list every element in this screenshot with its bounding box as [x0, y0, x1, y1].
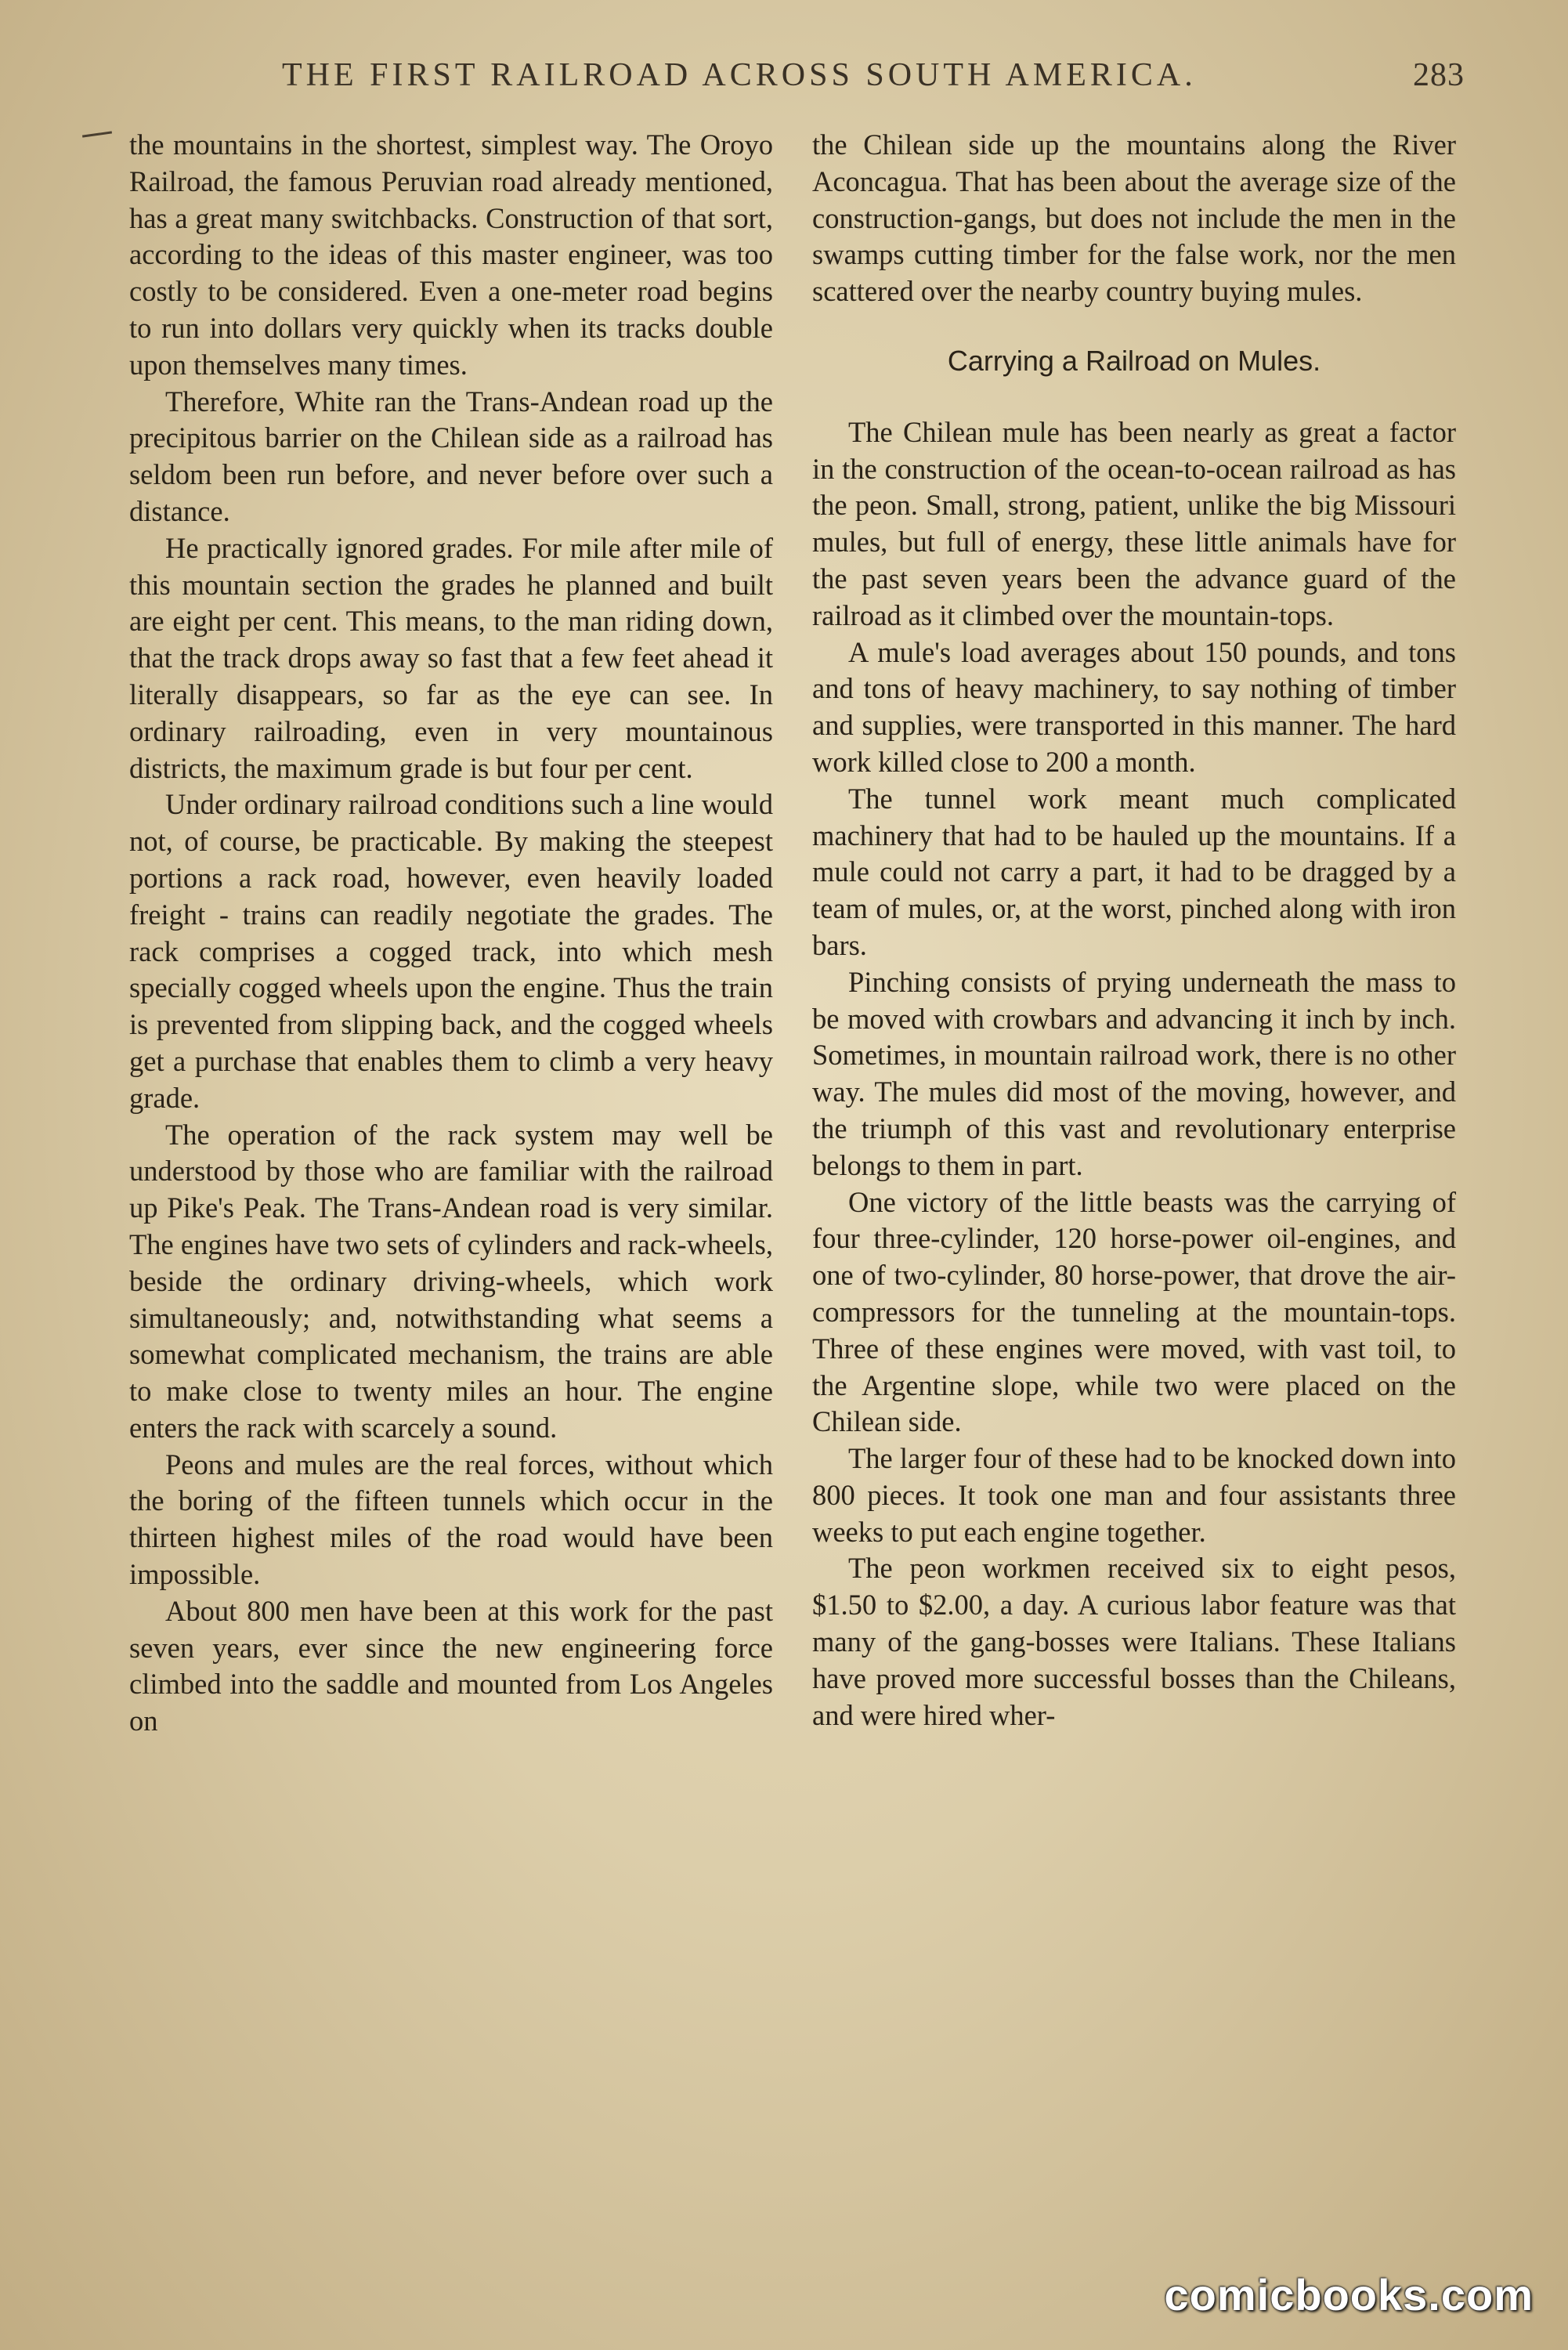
paragraph: Peons and mules are the real forces, without which the boring of the fifteen tunnels which occur in the thirteen highest miles of the road would have been impossible. [129, 1448, 773, 1591]
paragraph: the mountains in the shortest, simplest way. The Oroyo Railroad, the famous Peruvian road already mentioned, has a great many switchbacks. Construction of that sort, according to the ideas of this master engineer, was too costly to be considered. Even a one-meter road begins to run into dollars very quickly when its tracks double upon themselves many times. [129, 128, 773, 381]
paragraph: the Chilean side up the mountains along the River Aconcagua. That has been about the average size of the construction-gangs, but does not include the men in the swamps cutting timber for the false work, nor the men scattered over the nearby country buying mules. [812, 128, 1456, 308]
running-head [235, 50, 1465, 107]
margin-mark [82, 131, 112, 137]
paragraph: The peon workmen received six to eight pesos, $1.50 to $2.00, a day. A curious labor feature was that many of the gang-bosses were Italians. These Italians have proved more successful bosses than the Chileans, and were hired wher- [812, 1552, 1456, 1731]
left-column [129, 127, 773, 1740]
paragraph: The operation of the rack system may well be understood by those who are familiar with the railroad up Pike's Peak. The Trans-Andean road is very similar. The engines have two sets of cylinders and rack-wheels, beside the ordinary driving-wheels, which work simultaneously; and, notwithstanding what seems a somewhat complicated mechanism, the trains are able to make close to twenty miles an hour. The engine enters the rack with scarcely a sound. [129, 1118, 773, 1444]
paragraph: About 800 men have been at this work for the past seven years, ever since the new engineering force climbed into the saddle and mounted from Los Angeles on [129, 1594, 773, 1737]
paragraph: The Chilean mule has been nearly as great a factor in the construction of the ocean-to-ocean railroad as has the peon. Small, strong, patient, unlike the big Missouri mules, but full of energy, these little animals have for the past seven years been the advance guard of the railroad as it climbed over the mountain-tops. [812, 415, 1456, 631]
page-number: 283 [1413, 57, 1465, 93]
paragraph: The tunnel work meant much complicated machinery that had to be hauled up the mountains. If a mule could not carry a part, it had to be dragged by a team of mules, or, at the worst, pinched along with iron bars. [812, 782, 1456, 961]
watermark: comicbooks.com [1164, 2270, 1534, 2319]
section-subheading: Carrying a Railroad on Mules. [947, 344, 1321, 377]
paragraph: Pinching consists of prying underneath the mass to be moved with crowbars and advancing it inch by inch. Sometimes, in mountain railroad work, there is no other way. The mules did most of the moving, however, and the triumph of this vast and revolutionary enterprise belongs to them in part. [812, 965, 1456, 1181]
paragraph: One victory of the little beasts was the carrying of four three-cylinder, 120 horse-power oil-engines, and one of two-cylinder, 80 horse-power, that drove the air-compressors for the tunneling at the mountain-tops. Three of these engines were moved, with vast toil, to the Argentine slope, while two were placed on the Chilean side. [812, 1185, 1456, 1438]
paragraph: He practically ignored grades. For mile after mile of this mountain section the grades he planned and built are eight per cent. This means, to the man riding down, that the track drops away so fast that a few feet ahead it literally disappears, so far as the eye can see. In ordinary railroading, even in very mountainous districts, the maximum grade is but four per cent. [129, 531, 773, 784]
paragraph: The larger four of these had to be knocked down into 800 pieces. It took one man and four assistants three weeks to put each engine together. [812, 1442, 1456, 1548]
right-column [812, 127, 1456, 1734]
paragraph: A mule's load averages about 150 pounds, and tons and tons of heavy machinery, to say nothing of timber and supplies, were transported in this manner. The hard work killed close to 200 a month. [812, 635, 1456, 778]
running-title: THE FIRST RAILROAD ACROSS SOUTH AMERICA. [282, 57, 1197, 93]
paragraph: Under ordinary railroad conditions such a line would not, of course, be practicable. By making the steepest portions a rack road, however, even heavily loaded freight - trains can readily negotiate the grades. The rack comprises a cogged track, into which mesh specially cogged wheels upon the engine. Thus the train is prevented from slipping back, and the cogged wheels get a purchase that enables them to climb a very heavy grade. [129, 788, 773, 1114]
paragraph: Therefore, White ran the Trans-Andean road up the precipitous barrier on the Chilean side as a railroad has seldom been run before, and never before over such a distance. [129, 385, 773, 527]
